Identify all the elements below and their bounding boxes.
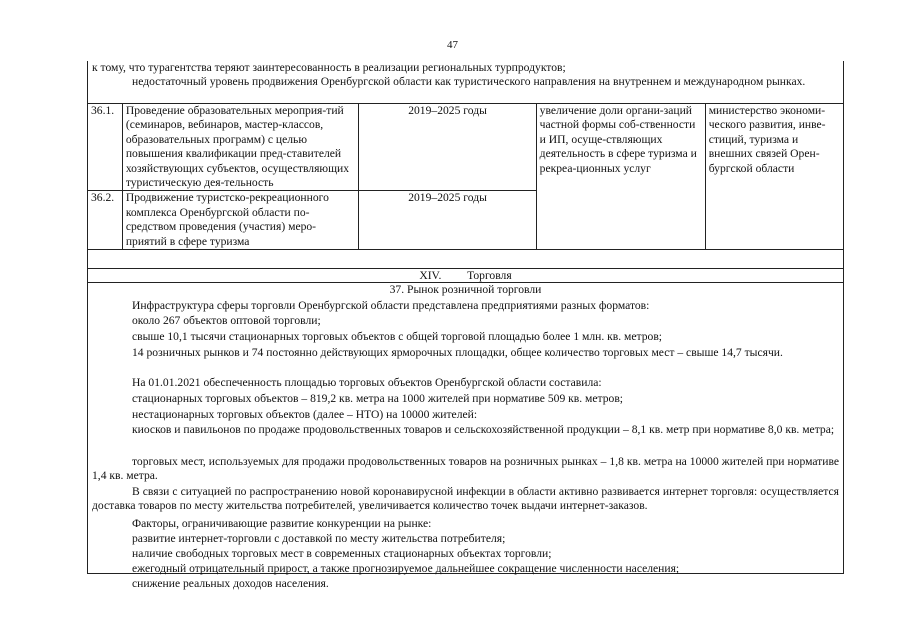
subsection-heading: 37. Рынок розничной торговли	[87, 282, 844, 297]
measures-table	[87, 103, 844, 250]
measure-period: 2019–2025 годы	[359, 104, 536, 191]
body-paragraph: свыше 10,1 тысячи стационарных торговых объектов с общей торговой площадью более 1 млн. кв. метров;	[132, 330, 663, 343]
body-paragraph: В связи с ситуацией по распространению новой коронавирусной инфекции в области активно развивается интернет торговля: осуществляется доставка товаров по месту жительства потребителей, увеличивается количество точек выдачи интернет-заказов.	[92, 485, 839, 513]
content-frame	[87, 61, 844, 590]
body-paragraph: 14 розничных рынков и 74 постоянно действующих ярморочных площадки, общее количество торговых мест – свыше 14,7 тысячи.	[132, 346, 783, 359]
body-paragraph: стационарных торговых объектов – 819,2 кв. метра на 1000 жителей при нормативе 509 кв. метров;	[132, 392, 624, 405]
body-paragraph: около 267 объектов оптовой торговли;	[132, 314, 321, 327]
section-heading	[87, 268, 844, 283]
intro-line-1: к тому, что турагентства теряют заинтересованность в реализации региональных турпродуктов;	[92, 61, 566, 74]
table-row	[88, 104, 844, 191]
body-paragraph: развитие интернет-торговли с доставкой по месту жительства потребителя;	[132, 532, 506, 545]
body-paragraph: Инфраструктура сферы торговли Оренбургской области представлена предприятиями разных форматов:	[132, 299, 650, 312]
intro-line-2: недостаточный уровень продвижения Оренбургской области как туристического направления на внутреннем и международном рынках.	[132, 75, 806, 88]
measure-result: увеличение доли органи-заций частной формы соб-ственности и ИП, осуще-ствляющих деятельность в сфере туризма и рекреа-ционных услуг	[536, 104, 705, 250]
measure-period: 2019–2025 годы	[359, 191, 536, 250]
section-roman: XIV.	[419, 269, 442, 282]
body-paragraph: Факторы, ограничивающие развитие конкуренции на рынке:	[132, 517, 432, 530]
body-paragraph: торговых мест, используемых для продажи продовольственных товаров на розничных рынках – 1,8 кв. метра на 10000 жителей при нормативе 1,4 кв. метра.	[92, 455, 839, 483]
body-paragraph: наличие свободных торговых мест в современных стационарных объектах торговли;	[132, 547, 552, 560]
section-title: Торговля	[467, 269, 512, 282]
row-number: 36.1.	[88, 104, 123, 191]
body-paragraph: киосков и павильонов по продаже продовольственных товаров и сельскохозяйственной продукции – 8,1 кв. метр при нормативе 8,0 кв. метра;	[132, 423, 835, 436]
measure-name: Проведение образовательных мероприя-тий (семинаров, вебинаров, мастер-классов, образовательных программ) с целью повышения квалификации пред-ставителей хозяйствующих субъектов, осуществляющих туристическую дея-тельность	[122, 104, 359, 191]
measure-responsible: министерство экономи-ческого развития, инве-стиций, туризма и внешних связей Орен-бургской области	[705, 104, 843, 250]
body-paragraph: снижение реальных доходов населения.	[132, 577, 329, 590]
body-paragraph: нестационарных торговых объектов (далее – НТО) на 10000 жителей:	[132, 408, 478, 421]
measure-name: Продвижение туристско-рекреационного комплекса Оренбургской области по-средством проведения (участия) меро-приятий в сфере туризма	[122, 191, 359, 250]
body-paragraph: ежегодный отрицательный прирост, а также прогнозируемое дальнейшее сокращение численности населения;	[132, 562, 680, 575]
page-number: 47	[447, 39, 458, 51]
row-number: 36.2.	[88, 191, 123, 250]
body-paragraph: На 01.01.2021 обеспеченность площадью торговых объектов Оренбургской области составила:	[132, 376, 602, 389]
